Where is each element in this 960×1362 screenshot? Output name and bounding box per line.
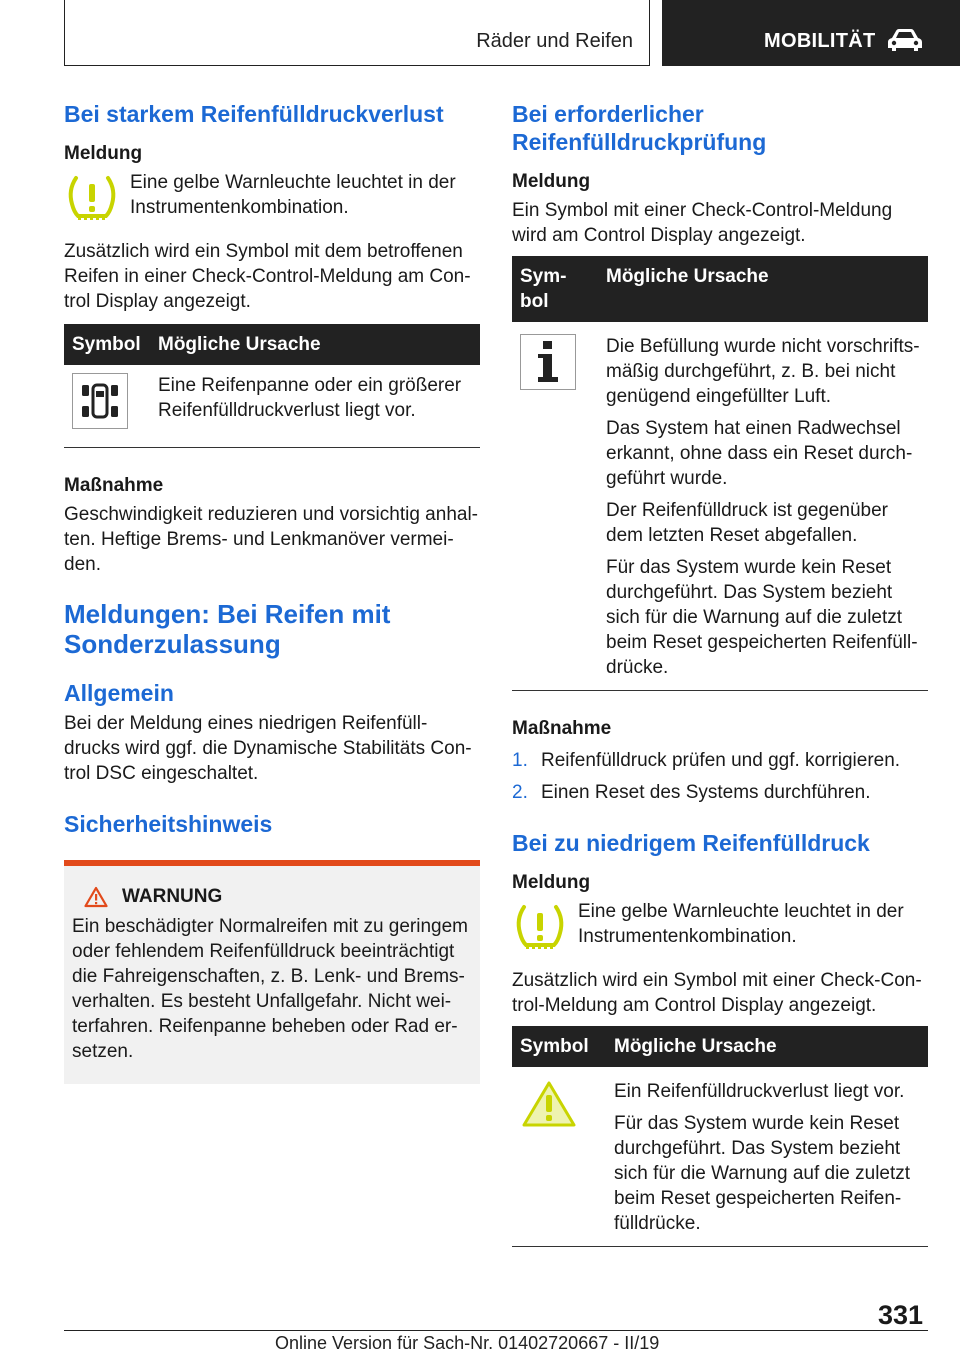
tire-puncture-symbol xyxy=(72,373,128,429)
footer-online-version: Online Version für Sach-Nr. 01402720667 - II/19 xyxy=(275,1333,660,1353)
step-text: Reifenfülldruck prüfen und ggf. korrigieren. xyxy=(541,750,901,771)
cause-item: Für das System wurde kein Reset durchgeführt. Das System bezieht sich für die Warnung auf die zuletzt beim Reset gespeicherten Reifen-fülldrücke. xyxy=(614,1113,911,1234)
steps-list xyxy=(512,748,928,805)
heading-safety: Sicherheitshinweis xyxy=(64,811,273,837)
lamp-text: Eine gelbe Warnleuchte leuchtet in der Instrumentenkombination. xyxy=(130,172,456,218)
warning-triangle-yellow-icon xyxy=(520,1079,578,1129)
header-chapter-tab xyxy=(662,0,960,66)
list-item xyxy=(512,748,928,773)
label-massnahme: Maßnahme xyxy=(64,475,164,496)
heading-pressure-check: Bei erforderlicher Reifenfülldruckprüfung xyxy=(512,101,767,155)
symbol-cause-table-low xyxy=(512,1026,928,1247)
cause-item: Die Befüllung wurde nicht vorschrifts-mäßig durchgeführt, z. B. bei nicht genügend eingefüllter Luft. xyxy=(606,336,920,407)
col-header-symbol: Symbol xyxy=(512,1026,606,1067)
col-header-cause: Mögliche Ursache xyxy=(150,324,480,365)
warning-triangle-icon xyxy=(84,886,108,908)
footer-divider xyxy=(64,1330,928,1331)
lamp-row xyxy=(512,899,928,956)
symbol-cause-table xyxy=(64,324,480,448)
tire-pressure-warning-icon xyxy=(512,903,568,951)
header-chapter-title: MOBILITÄT xyxy=(764,30,876,52)
car-tires-icon xyxy=(80,377,120,425)
col-header-cause: Mögliche Ursache xyxy=(606,1026,928,1067)
label-massnahme: Maßnahme xyxy=(512,718,612,739)
page-number: 331 xyxy=(878,1300,924,1330)
warning-text: Ein beschädigter Normalreifen mit zu geringem oder fehlendem Reifenfülldruck beeinträchtigt die Fahreigenschaften, z. B. Lenk- und Brems-verhalten. Es besteht Unfallgefahr. Nicht wei-terfahren. Reifenpanne beheben oder Rad er-setzen. xyxy=(72,916,469,1062)
label-meldung: Meldung xyxy=(64,143,143,164)
cause-item: Für das System wurde kein Reset durchgeführt. Das System bezieht sich für die Warnung auf die zuletzt beim Reset gespeicherten Reifenfüll-drücke. xyxy=(606,557,918,678)
step-number: 1. xyxy=(512,750,528,771)
label-meldung: Meldung xyxy=(512,171,591,192)
heading-general: Allgemein xyxy=(64,680,174,706)
col-header-symbol: Sym-bol xyxy=(512,256,598,322)
warning-box xyxy=(64,860,480,1084)
cause-item: Der Reifenfülldruck ist gegenüber dem letzten Reset abgefallen. xyxy=(606,500,888,546)
cause-item: Ein Reifenfülldruckverlust liegt vor. xyxy=(614,1081,905,1102)
table-row xyxy=(64,365,480,448)
info-icon xyxy=(533,339,563,385)
extra-text: Zusätzlich wird ein Symbol mit einer Check-Con-trol-Meldung am Control Display angezeigt. xyxy=(512,970,922,1016)
table-row xyxy=(512,322,928,691)
step-number: 2. xyxy=(512,782,528,803)
warning-title: WARNUNG xyxy=(122,886,223,907)
car-icon xyxy=(886,28,924,52)
heading-strong-pressure-loss: Bei starkem Reifenfülldruckverlust xyxy=(64,101,444,127)
left-column xyxy=(64,100,480,1084)
lamp-text: Eine gelbe Warnleuchte leuchtet in der Instrumentenkombination. xyxy=(578,901,904,947)
general-text: Bei der Meldung eines niedrigen Reifenfüll-drucks wird ggf. die Dynamische Stabilitäts Con-trol DSC eingeschaltet. xyxy=(64,713,472,784)
heading-low-pressure: Bei zu niedrigem Reifenfülldruck xyxy=(512,830,870,856)
lamp-row xyxy=(64,170,480,227)
info-symbol xyxy=(520,334,576,390)
step-text: Einen Reset des Systems durchführen. xyxy=(541,782,871,803)
col-header-symbol: Symbol xyxy=(64,324,150,365)
symbol-cause-table-check xyxy=(512,256,928,691)
table-cell-cause: Eine Reifenpanne oder ein größerer Reifenfülldruckverlust liegt vor. xyxy=(150,365,480,448)
list-item xyxy=(512,780,928,805)
col-header-cause: Mögliche Ursache xyxy=(598,256,928,322)
heading-special-tires: Meldungen: Bei Reifen mit Sonderzulassung xyxy=(64,599,391,659)
extra-text: Zusätzlich wird ein Symbol mit dem betroffenen Reifen in einer Check-Control-Meldung am Con-trol Display angezeigt. xyxy=(64,241,471,312)
tire-pressure-warning-icon xyxy=(64,174,120,222)
cause-item: Das System hat einen Radwechsel erkannt, ohne dass ein Reset durch-geführt wurde. xyxy=(606,418,913,489)
massnahme-text: Geschwindigkeit reduzieren und vorsichtig anhal-ten. Heftige Brems- und Lenkmanöver vermei-den. xyxy=(64,504,479,575)
check-text: Ein Symbol mit einer Check-Control-Meldung wird am Control Display angezeigt. xyxy=(512,200,893,246)
table-row xyxy=(512,1067,928,1247)
header-section-box xyxy=(64,0,650,66)
header-section-title: Räder und Reifen xyxy=(476,30,633,52)
right-column xyxy=(512,100,928,1247)
label-meldung: Meldung xyxy=(512,872,591,893)
